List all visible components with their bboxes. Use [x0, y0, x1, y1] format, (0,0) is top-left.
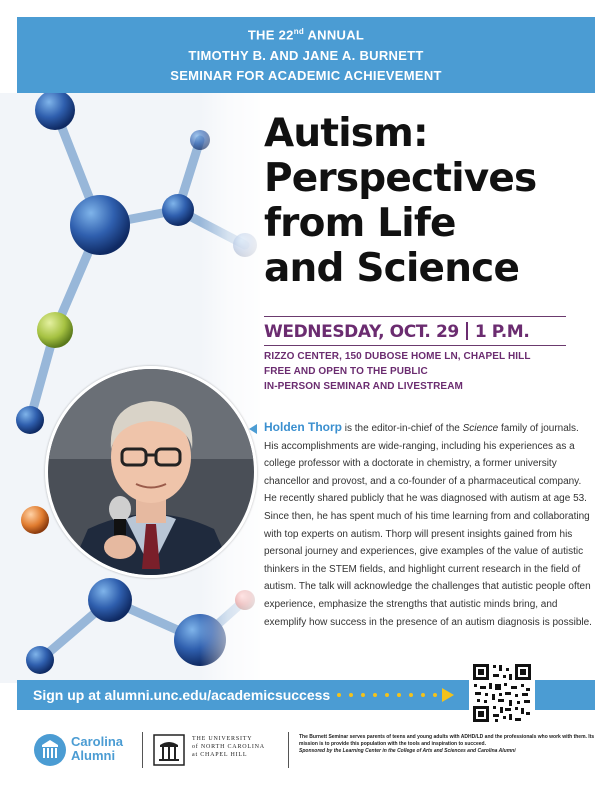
sponsor-line: Sponsored by the Learning Center in the College of Arts and Sciences and Carolina Alumni — [299, 748, 516, 754]
divider-bottom — [264, 345, 566, 346]
event-format: IN-PERSON SEMINAR AND LIVESTREAM — [264, 381, 463, 392]
event-admission: FREE AND OPEN TO THE PUBLIC — [264, 366, 428, 377]
event-time: 1 P.M. — [474, 322, 530, 342]
signup-link[interactable]: Sign up at alumni.unc.edu/academicsuccess — [33, 687, 331, 703]
speaker-photo — [45, 366, 257, 578]
speaker-name: Holden Thorp — [264, 420, 342, 434]
title-line: Perspectives — [264, 156, 537, 201]
date-time-separator — [466, 322, 468, 340]
speaker-bio: Holden Thorp is the editor-in-chief of the Science family of journals. His accomplishments are wide-ranging, including his experiences as a college professor with a doctorate in chemistry, a former university chancellor and provost, and a co-founder of a pharmaceutical company. He recently shared publicly that he was diagnosed with autism at age 53. Since then, he has spent much of his time learning from and collaborating with top experts on autism. Thorp will present insights gained from his personal journey and experiences, give examples of the value of autistic thinkers in the STEM fields, and highlight current research in the field of autism. The talk will acknowledge the challenges that autistic people often experience, emphasize the strengths that autistic minds bring, and exemplify how success in the presence of an autism diagnosis is possible. — [264, 420, 592, 628]
event-title — [264, 111, 594, 291]
title-line: from Life — [264, 201, 456, 246]
qr-code[interactable] — [469, 660, 535, 726]
bio-pointer-icon — [249, 424, 257, 434]
header-edition: THE 22nd ANNUAL — [247, 27, 365, 43]
arrow-right-icon — [442, 688, 454, 702]
footer-note — [299, 734, 599, 755]
header-seminar-subtitle: SEMINAR FOR ACADEMIC ACHIEVEMENT — [170, 68, 442, 83]
title-line: and Science — [264, 246, 520, 291]
carolina-alumni-logo — [33, 733, 67, 772]
speaker-portrait-illustration — [48, 369, 254, 575]
header-banner — [17, 17, 595, 93]
event-location: RIZZO CENTER, 150 DUBOSE HOME LN, CHAPEL HILL — [264, 351, 531, 362]
footer-divider — [288, 732, 289, 768]
footer-divider — [142, 732, 143, 768]
seminar-mission: The Burnett Seminar serves parents of teens and young adults with ADHD/LD and the professionals who work with them. Its mission is to provide this population with the tools and inspiration to succeed. — [299, 734, 595, 747]
carolina-alumni-wordmark: Carolina Alumni — [71, 734, 124, 763]
event-date: WEDNESDAY, OCT. 29 — [264, 322, 459, 342]
title-line: Autism: — [264, 111, 428, 156]
carolina-alumni-seal-icon — [33, 733, 67, 767]
unc-logo — [152, 733, 186, 772]
divider-top — [264, 316, 566, 317]
unc-wordmark: THE UNIVERSITY of NORTH CAROLINA at CHAPEL HILL — [192, 736, 265, 758]
qr-code-icon — [471, 662, 533, 724]
journal-name: Science — [462, 423, 499, 434]
event-date-time — [264, 322, 574, 342]
old-well-icon — [152, 733, 186, 767]
header-seminar-name: TIMOTHY B. AND JANE A. BURNETT — [188, 48, 424, 63]
